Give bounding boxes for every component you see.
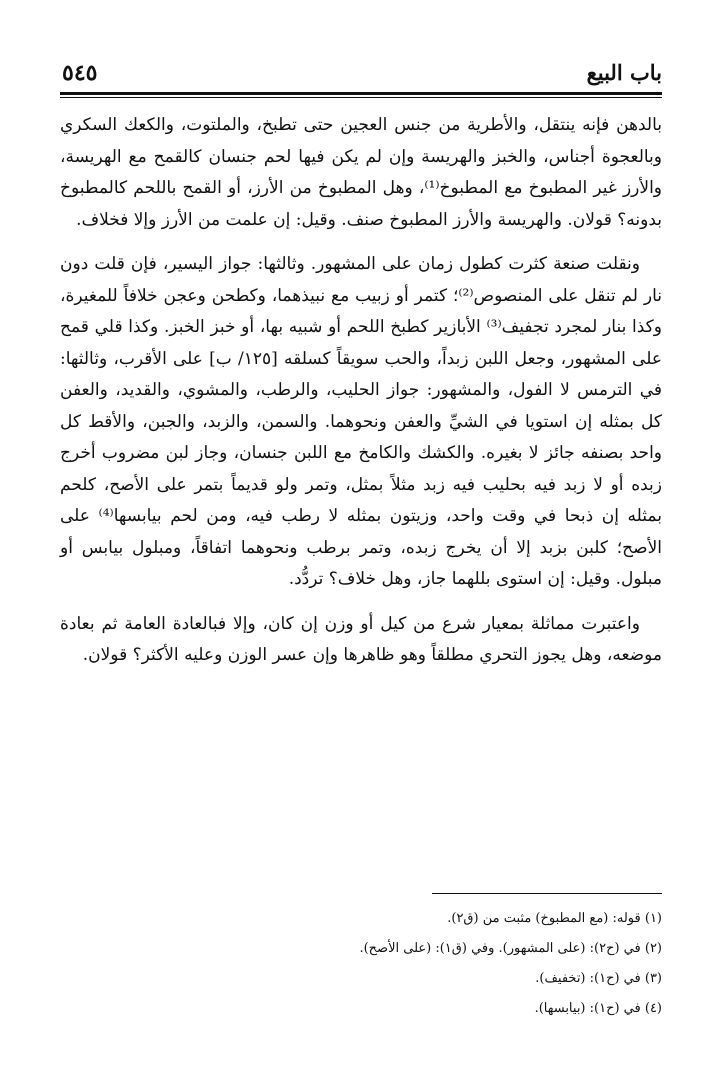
paragraph: واعتبرت مماثلة بمعيار شرع من كيل أو وزن إن كان، وإلا فبالعادة العامة ثم بعادة موضعه، وهل يجوز التحري مطلقاً وهو ظاهرها وإن عسر الوزن وعليه الأكثر؟ قولان.	[60, 613, 662, 665]
paragraph: بالدهن فإنه ينتقل، والأطرية من جنس العجين حتى تطبخ، والملتوت، والكعك السكري وبالعجوة أجناس، والخبز والهريسة وإن لم يكن فيها لحم جنسان كالقمح مع الهريسة، والأرز غير المطبوخ مع المطبوخ⁽¹⁾، وهل المطبوخ من الأرز، أو القمح باللحم كالمطبوخ بدونه؟ قولان. والهريسة والأرز المطبوخ صنف. وقيل: إن علمت من الأرز وإلا فخلاف.	[60, 115, 662, 230]
running-header	[60, 58, 662, 92]
page-number: ٥٤٥	[62, 60, 98, 86]
footnote: (٢) في (ح٢): (على المشهور). وفي (ق١): (على الأصح).	[359, 941, 662, 956]
main-text	[60, 110, 662, 685]
footnote: (٣) في (ح١): (تخفيف).	[535, 971, 662, 986]
footnote: (١) قوله: (مع المطبوخ) مثبت من (ق٢).	[447, 911, 662, 926]
paragraph: ونقلت صنعة كثرت كطول زمان على المشهور. وثالثها: جواز اليسير، فإن قلت دون نار لم تنقل على المنصوص⁽²⁾؛ كتمر أو زبيب مع نبيذهما، وكطحن وعجن خلافاً للمغيرة، وكذا بنار لمجرد تجفيف⁽³⁾ الأبازير كطبخ اللحم أو شبيه بها، أو خبز الخبز. وكذا قلي قمح على المشهور، وجعل اللبن زبداً، والحب سويقاً كسلقه [١٢٥/ ب] على الأقرب، وثالثها: في الترمس لا الفول، والمشهور: جواز الحليب، والرطب، والمشوي، والقديد، والعفن كل بمثله إن استويا في الشيِّ والعفن ونحوهما. والسمن، والزبد، والجبن، والأقط كل واحد بصنفه جائز لا بغيره. والكشك والكامخ مع اللبن جنسان، وجاز لبن مضروب أخرج زبده أو لا زبد فيه بحليب فيه زبد مثلاً بمثل، وتمر ولو قديماً بتمر على الأصح، كلحم بمثله إن ذبحا في وقت واحد، وزيتون بمثله لا رطب فيه، ومن لحم بيابسها⁽⁴⁾ على الأصح؛ كلبن بزبد إلا أن يخرج زبده، وتمر برطب ونحوهما اتفاقاً، ومبلول بيابس أو مبلول. وقيل: إن استوى بللهما جاز، وهل خلاف؟ تردُّد.	[60, 254, 662, 589]
chapter-title: باب البيع	[586, 60, 662, 85]
footnotes	[60, 904, 662, 1024]
footnote-separator	[432, 893, 662, 894]
header-rule-thin	[60, 97, 662, 98]
footnote: (٤) في (ح١): (بيابسها).	[534, 1001, 662, 1016]
header-rule-thick	[60, 92, 662, 95]
